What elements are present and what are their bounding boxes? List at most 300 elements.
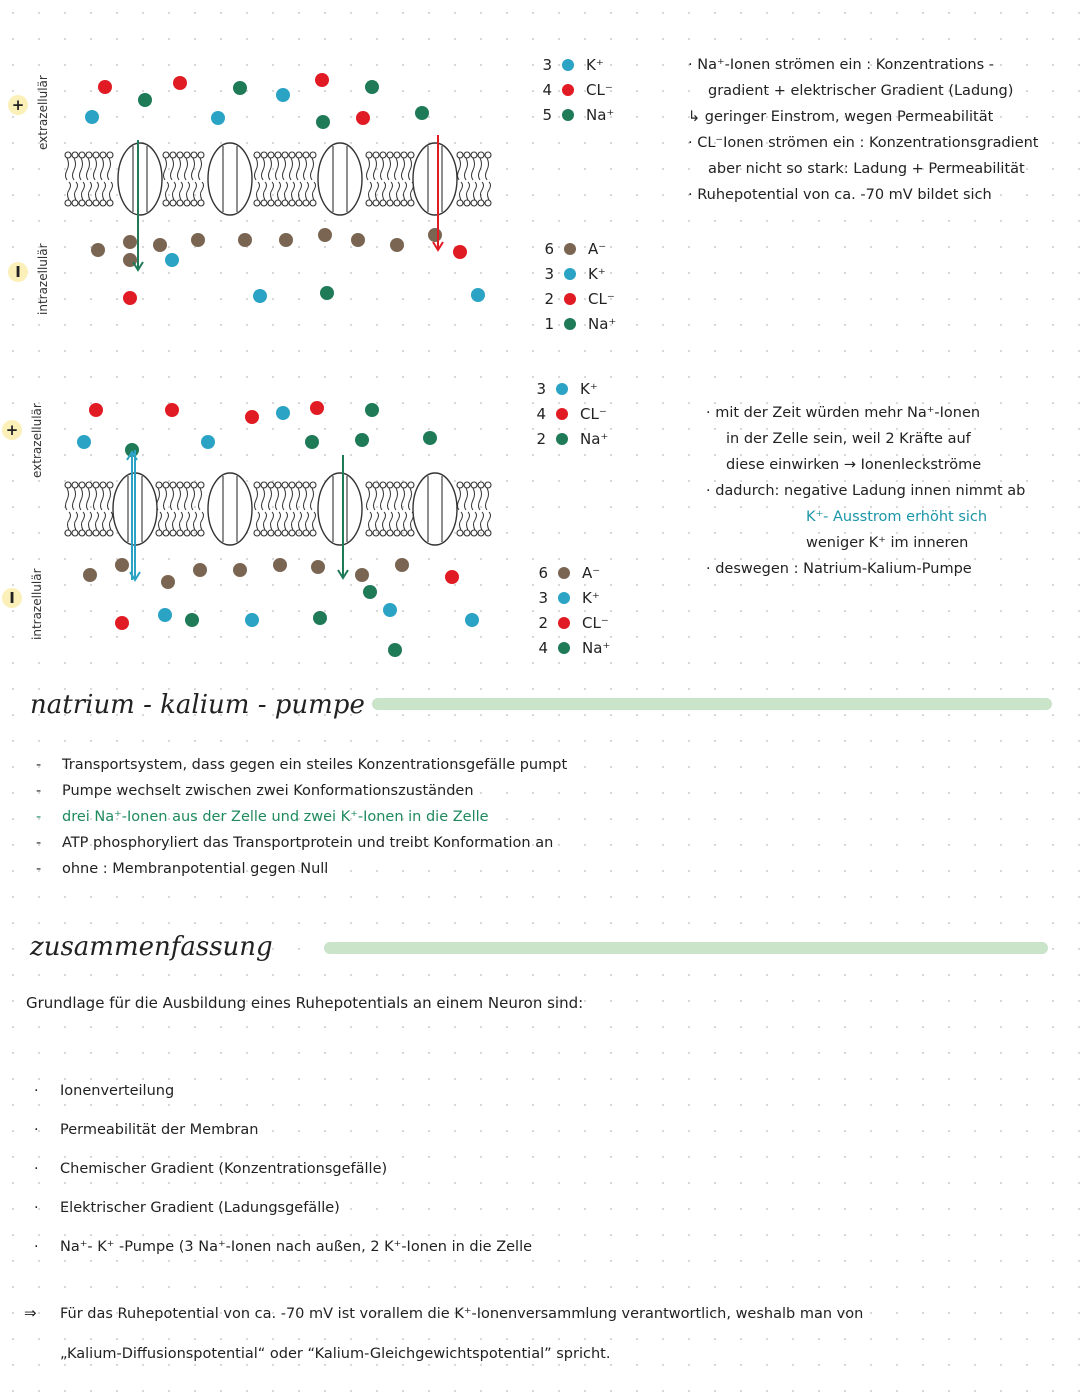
lipid-tail [458, 158, 461, 180]
lipid-tail [75, 182, 78, 200]
note-line: · mit der Zeit würden mehr Na⁺-Ionen [706, 405, 981, 421]
lipid-head [100, 152, 106, 158]
ion-cl [315, 73, 329, 87]
lipid-tail [369, 182, 372, 200]
lipid-head [65, 200, 71, 206]
lipid-tail [89, 512, 92, 530]
lipid-head [471, 200, 477, 206]
sodium-dot [562, 109, 574, 121]
ion-k [77, 435, 91, 449]
lipid-head [191, 530, 197, 536]
lipid-head [485, 200, 491, 206]
ion-a [279, 233, 293, 247]
lipid-tail [397, 182, 400, 200]
lipid-head [156, 482, 162, 488]
lipid-tail [94, 158, 97, 180]
ion-k [465, 613, 479, 627]
lipid-head [401, 530, 407, 536]
lipid-tail [68, 512, 71, 530]
plus-sign-2: + [2, 420, 22, 440]
lipid-tail [388, 158, 391, 180]
lipid-head [394, 152, 400, 158]
ion-count-outside-1: 3 K⁺ 4 CL⁻ 5 Na⁺ [542, 55, 615, 124]
lipid-head [275, 482, 281, 488]
lipid-tail [304, 488, 307, 510]
lipid-tail [283, 158, 286, 180]
lipid-tail [262, 158, 265, 180]
note-line: diese einwirken → Ionenleckströme [726, 457, 982, 473]
lipid-head [310, 152, 316, 158]
lipid-head [485, 530, 491, 536]
lipid-head [394, 482, 400, 488]
note-line: · dadurch: negative Ladung innen nimmt ab [706, 483, 1026, 499]
lipid-tail [395, 158, 398, 180]
lipid-tail [180, 512, 183, 530]
lipid-tail [306, 182, 309, 200]
lipid-head [191, 152, 197, 158]
lipid-head [464, 200, 470, 206]
lipid-tail [159, 512, 162, 530]
lipid-head [457, 530, 463, 536]
lipid-tail [467, 182, 470, 200]
lipid-tail [187, 512, 190, 530]
lipid-tail [82, 182, 85, 200]
channel-protein [318, 473, 362, 545]
ion-k [276, 88, 290, 102]
lipid-head [86, 152, 92, 158]
list-item: · Elektrischer Gradient (Ladungsgefälle) [34, 1200, 340, 1216]
lipid-head [268, 152, 274, 158]
lipid-head [394, 530, 400, 536]
sodium-dot [556, 433, 568, 445]
note-line: K⁺- Ausstrom erhöht sich [806, 509, 988, 525]
ion-a [191, 233, 205, 247]
lipid-head [380, 200, 386, 206]
lipid-tail [87, 158, 90, 180]
lipid-head [394, 200, 400, 206]
lipid-head [289, 530, 295, 536]
lipid-tail [285, 182, 288, 200]
lipid-head [72, 530, 78, 536]
ion-k [165, 253, 179, 267]
lipid-head [163, 482, 169, 488]
lipid-head [72, 482, 78, 488]
lipid-head [408, 482, 414, 488]
chloride-dot [556, 408, 568, 420]
ion-a [153, 238, 167, 252]
lipid-head [79, 482, 85, 488]
lipid-tail [271, 512, 274, 530]
lipid-tail [89, 182, 92, 200]
ion-cl [98, 80, 112, 94]
lipid-head [184, 152, 190, 158]
ion-na [138, 93, 152, 107]
lipid-head [296, 530, 302, 536]
lipid-tail [185, 488, 188, 510]
lipid-tail [297, 158, 300, 180]
lipid-head [380, 530, 386, 536]
potassium-dot [556, 383, 568, 395]
lipid-tail [313, 182, 316, 200]
ion-cl [123, 291, 137, 305]
lipid-tail [103, 182, 106, 200]
lipid-head [170, 530, 176, 536]
list-item: - ATP phosphoryliert das Transportprotein und treibt Konformation an [36, 835, 554, 851]
lipid-tail [290, 158, 293, 180]
ion-a [351, 233, 365, 247]
lipid-head [282, 530, 288, 536]
ion-count-inside-2: 6 A⁻ 3 K⁺ 2 CL⁻ 4 Na⁺ [538, 563, 611, 657]
lipid-tail [311, 158, 314, 180]
channel-protein [118, 143, 162, 215]
lipid-head [198, 200, 204, 206]
lipid-tail [481, 182, 484, 200]
pump-heading: natrium - kalium - pumpe [30, 690, 365, 720]
lipid-head [261, 482, 267, 488]
lipid-tail [192, 488, 195, 510]
list-item: - Pumpe wechselt zwischen zwei Konformationszuständen [36, 783, 474, 799]
lipid-tail [194, 182, 197, 200]
lipid-tail [96, 512, 99, 530]
ion-k [211, 111, 225, 125]
ion-cl [245, 410, 259, 424]
ion-na [363, 585, 377, 599]
lipid-head [261, 200, 267, 206]
sodium-dot [558, 642, 570, 654]
lipid-tail [269, 488, 272, 510]
ion-a [395, 558, 409, 572]
ion-k [201, 435, 215, 449]
note-line: · CL⁻Ionen strömen ein : Konzentrationsgradient [688, 135, 1039, 151]
note-line: · Na⁺-Ionen strömen ein : Konzentrations - [688, 57, 995, 73]
channel-protein [318, 143, 362, 215]
extrazellular-label-2: extrazellulär [30, 403, 44, 478]
lipid-tail [278, 182, 281, 200]
lipid-head [464, 152, 470, 158]
plus-sign-1: + [8, 95, 28, 115]
lipid-tail [374, 158, 377, 180]
channel-protein [413, 143, 457, 215]
highlight-bar-pump [372, 698, 1052, 710]
ion-na [388, 643, 402, 657]
lipid-tail [465, 158, 468, 180]
lipid-head [86, 200, 92, 206]
lipid-tail [180, 182, 183, 200]
lipid-head [86, 482, 92, 488]
ion-count-inside-1: 6 A⁻ 3 K⁺ 2 CL⁻ 1 Na⁺ [544, 239, 617, 333]
lipid-head [387, 530, 393, 536]
lipid-tail [292, 512, 295, 530]
lipid-head [296, 482, 302, 488]
extrazellular-label-1: extrazellulär [36, 75, 50, 150]
lipid-tail [94, 488, 97, 510]
lipid-head [464, 530, 470, 536]
lipid-head [275, 152, 281, 158]
ion-a [318, 228, 332, 242]
lipid-tail [201, 182, 204, 200]
lipid-tail [465, 488, 468, 510]
lipid-tail [397, 512, 400, 530]
lipid-tail [66, 158, 69, 180]
lipid-head [191, 200, 197, 206]
lipid-tail [383, 512, 386, 530]
channel-protein [208, 473, 252, 545]
chloride-dot [558, 617, 570, 629]
lipid-head [282, 482, 288, 488]
lipid-tail [178, 158, 181, 180]
lipid-head [373, 152, 379, 158]
ion-na [365, 80, 379, 94]
ion-cl [165, 403, 179, 417]
lipid-head [471, 530, 477, 536]
lipid-head [268, 482, 274, 488]
lipid-head [478, 482, 484, 488]
summary-list [34, 1072, 532, 1267]
lipid-head [170, 482, 176, 488]
ion-k [253, 289, 267, 303]
ion-k [158, 608, 172, 622]
lipid-tail [276, 158, 279, 180]
lipid-head [177, 152, 183, 158]
lipid-tail [185, 158, 188, 180]
intrazellular-label-2: intrazellulär [30, 568, 44, 640]
ion-a [193, 563, 207, 577]
lipid-tail [276, 488, 279, 510]
lipid-tail [68, 182, 71, 200]
lipid-tail [388, 488, 391, 510]
lipid-head [100, 482, 106, 488]
lipid-tail [87, 488, 90, 510]
lipid-tail [164, 158, 167, 180]
lipid-tail [402, 158, 405, 180]
lipid-tail [402, 488, 405, 510]
lipid-tail [409, 158, 412, 180]
lipid-head [303, 152, 309, 158]
lipid-tail [374, 488, 377, 510]
list-item: · Chemischer Gradient (Konzentrationsgefälle) [34, 1161, 388, 1177]
lipid-head [79, 530, 85, 536]
lipid-head [485, 482, 491, 488]
lipid-tail [255, 488, 258, 510]
ion-a [91, 243, 105, 257]
lipid-head [373, 200, 379, 206]
membrane-diagram-1 [40, 40, 530, 330]
channel-protein [413, 473, 457, 545]
lipid-head [366, 530, 372, 536]
lipid-head [289, 200, 295, 206]
lipid-head [275, 200, 281, 206]
lipid-head [366, 152, 372, 158]
ion-k [471, 288, 485, 302]
lipid-head [254, 482, 260, 488]
lipid-head [471, 482, 477, 488]
list-item: · Na⁺- K⁺ -Pumpe (3 Na⁺-Ionen nach außen, 2 K⁺-Ionen in die Zelle [34, 1239, 533, 1255]
lipid-tail [313, 512, 316, 530]
lipid-head [93, 200, 99, 206]
lipid-head [100, 530, 106, 536]
lipid-tail [292, 182, 295, 200]
lipid-head [373, 482, 379, 488]
note-line: aber nicht so stark: Ladung + Permeabilität [708, 161, 1025, 177]
lipid-head [310, 530, 316, 536]
lipid-head [100, 200, 106, 206]
lipid-head [107, 200, 113, 206]
lipid-tail [171, 158, 174, 180]
lipid-tail [80, 158, 83, 180]
lipid-head [177, 200, 183, 206]
ion-cl [453, 245, 467, 259]
lipid-tail [103, 512, 106, 530]
lipid-head [107, 152, 113, 158]
ion-na [233, 81, 247, 95]
lipid-tail [369, 512, 372, 530]
note-line: · Ruhepotential von ca. -70 mV bildet sich [688, 187, 992, 203]
potassium-dot [562, 59, 574, 71]
summary-intro: Grundlage für die Ausbildung eines Ruhepotentials an einem Neuron sind: [26, 994, 584, 1012]
lipid-head [163, 530, 169, 536]
lipid-head [191, 482, 197, 488]
ion-a [428, 228, 442, 242]
lipid-tail [108, 158, 111, 180]
lipid-tail [164, 488, 167, 510]
lipid-tail [73, 488, 76, 510]
lipid-tail [80, 488, 83, 510]
lipid-tail [101, 158, 104, 180]
lipid-tail [474, 182, 477, 200]
lipid-tail [383, 182, 386, 200]
lipid-head [471, 152, 477, 158]
sodium-dot [564, 318, 576, 330]
lipid-tail [486, 488, 489, 510]
lipid-head [310, 482, 316, 488]
lipid-head [275, 530, 281, 536]
lipid-head [268, 200, 274, 206]
lipid-tail [194, 512, 197, 530]
lipid-tail [304, 158, 307, 180]
lipid-head [184, 200, 190, 206]
lipid-head [79, 200, 85, 206]
lipid-tail [290, 488, 293, 510]
lipid-tail [262, 488, 265, 510]
lipid-head [478, 200, 484, 206]
conclusion-arrow: ⇒ [24, 1304, 37, 1322]
lipid-head [254, 530, 260, 536]
lipid-tail [390, 182, 393, 200]
ion-na [355, 433, 369, 447]
lipid-tail [255, 158, 258, 180]
lipid-tail [257, 182, 260, 200]
lipid-tail [96, 182, 99, 200]
lipid-head [170, 152, 176, 158]
lipid-tail [101, 488, 104, 510]
lipid-head [464, 482, 470, 488]
lipid-tail [173, 512, 176, 530]
lipid-head [198, 152, 204, 158]
lipid-tail [192, 158, 195, 180]
lipid-tail [395, 488, 398, 510]
lipid-tail [166, 512, 169, 530]
note-line: · deswegen : Natrium-Kalium-Pumpe [706, 561, 972, 577]
lipid-head [408, 530, 414, 536]
lipid-tail [488, 182, 491, 200]
lipid-head [296, 200, 302, 206]
summary-heading: zusammenfassung [30, 932, 273, 962]
lipid-tail [306, 512, 309, 530]
lipid-head [65, 482, 71, 488]
lipid-head [289, 152, 295, 158]
lipid-head [107, 482, 113, 488]
anion-dot [558, 567, 570, 579]
lipid-head [387, 482, 393, 488]
ion-cl [173, 76, 187, 90]
lipid-tail [460, 512, 463, 530]
minus-sign-2: I [2, 588, 22, 608]
note-line: weniger K⁺ im inneren [806, 535, 969, 551]
lipid-head [93, 152, 99, 158]
lipid-tail [199, 158, 202, 180]
lipid-head [65, 530, 71, 536]
lipid-head [79, 152, 85, 158]
lipid-head [198, 482, 204, 488]
lipid-tail [460, 182, 463, 200]
lipid-tail [264, 182, 267, 200]
ion-cl [89, 403, 103, 417]
lipid-tail [171, 488, 174, 510]
lipid-head [401, 152, 407, 158]
lipid-tail [173, 182, 176, 200]
note-line: in der Zelle sein, weil 2 Kräfte auf [726, 431, 971, 447]
lipid-head [408, 152, 414, 158]
lipid-head [457, 200, 463, 206]
lipid-tail [199, 488, 202, 510]
lipid-tail [283, 488, 286, 510]
lipid-head [177, 482, 183, 488]
channel-protein [208, 143, 252, 215]
lipid-head [93, 530, 99, 536]
intrazellular-label-1: intrazellulär [36, 243, 50, 315]
lipid-tail [467, 512, 470, 530]
ion-k [383, 603, 397, 617]
ion-cl [310, 401, 324, 415]
ion-cl [445, 570, 459, 584]
list-item: · Permeabilität der Membran [34, 1122, 259, 1138]
lipid-head [303, 530, 309, 536]
lipid-tail [472, 158, 475, 180]
chloride-dot [562, 84, 574, 96]
highlight-bar-summary [324, 942, 1048, 954]
ion-a [123, 235, 137, 249]
ion-k [245, 613, 259, 627]
ion-na [415, 106, 429, 120]
lipid-head [86, 530, 92, 536]
ion-a [238, 233, 252, 247]
ion-k [276, 406, 290, 420]
lipid-head [254, 200, 260, 206]
lipid-tail [381, 488, 384, 510]
lipid-head [184, 530, 190, 536]
lipid-tail [474, 512, 477, 530]
lipid-head [72, 152, 78, 158]
potassium-dot [564, 268, 576, 280]
lipid-head [254, 152, 260, 158]
pump-list [36, 752, 567, 882]
lipid-tail [73, 158, 76, 180]
lipid-head [170, 200, 176, 206]
lipid-tail [66, 488, 69, 510]
lipid-tail [472, 488, 475, 510]
lipid-head [366, 482, 372, 488]
ion-cl [356, 111, 370, 125]
